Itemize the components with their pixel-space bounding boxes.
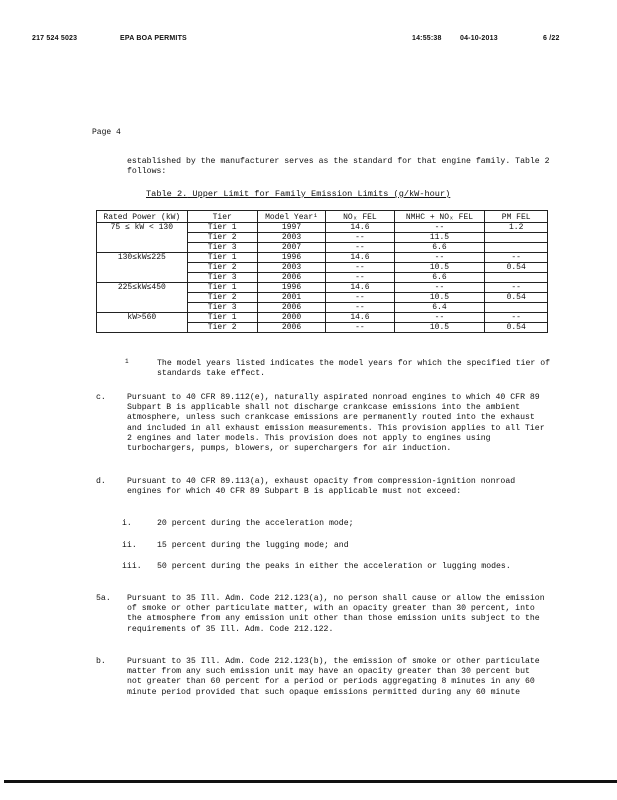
cell-pm: 0.54 [485,323,548,333]
table-row [97,313,548,323]
table-row [97,253,548,263]
subitem-ii-text: 15 percent during the lugging mode; and [157,541,349,550]
subitem-iii [122,562,542,572]
cell-tier: Tier 3 [187,273,257,283]
cell-nmhc: 6.6 [394,243,485,253]
paragraph-5a-label: 5a. [96,594,111,603]
subitem-i-text: 20 percent during the acceleration mode; [157,519,354,528]
footnote-marker: 1 [125,358,129,365]
cell-nox: -- [326,303,394,313]
table-row [97,283,548,293]
cell-pm [485,233,548,243]
emission-limits-table [96,210,548,333]
subitem-i [122,519,542,529]
cell-year: 2000 [257,313,326,323]
subitem-i-label: i. [122,519,132,528]
cell-nmhc: 10.5 [394,263,485,273]
cell-tier: Tier 3 [187,303,257,313]
cell-rated-power: 75 ≤ kW < 130 [97,223,188,253]
fax-time: 14:55:38 [412,35,442,42]
table-header-row [97,211,548,223]
cell-nox: 14.6 [326,223,394,233]
cell-rated-power: kW>560 [97,313,188,333]
header-model-year: Model Year¹ [257,211,326,223]
subitem-iii-label: iii. [122,562,142,571]
paragraph-c-text: Pursuant to 40 CFR 89.112(e), naturally aspirated nonroad engines to which 40 CFR 89 Subpart B is applicable shall not discharge crankcase emissions into the ambient atmosphere, unless such crankcase emissions are permanently routed into the exhaust and included in all exhaust emission measurements. This provision applies to all Tier 2 engines and later models. This provision does not apply to engines using turbochargers, pumps, blowers, or superchargers for air induction. [127,393,545,454]
table-body [97,223,548,333]
paragraph-c-label: c. [96,393,106,402]
paragraph-b [96,657,546,698]
paragraph-5a [96,594,546,635]
cell-tier: Tier 1 [187,313,257,323]
paragraph-c [96,393,546,454]
subitem-ii-label: ii. [122,541,137,550]
intro-text: established by the manufacturer serves as the standard for that engine family. Table 2 follows: [127,157,550,176]
cell-pm [485,243,548,253]
fax-bottom-rule [4,780,617,783]
cell-nmhc: 10.5 [394,293,485,303]
fax-phone: 217 524 5023 [32,35,78,42]
cell-nox: 14.6 [326,253,394,263]
cell-nmhc: -- [394,313,485,323]
cell-nmhc: 10.5 [394,323,485,333]
cell-tier: Tier 2 [187,233,257,243]
footnote-text: The model years listed indicates the model years for which the specified tier of standards take effect. [157,359,551,378]
header-nmhc-nox-fel: NMHC + NOₓ FEL [394,211,485,223]
cell-year: 2006 [257,303,326,313]
cell-pm: -- [485,313,548,323]
cell-year: 2003 [257,233,326,243]
cell-year: 1997 [257,223,326,233]
cell-year: 2007 [257,243,326,253]
cell-nox: -- [326,263,394,273]
cell-nmhc: -- [394,223,485,233]
cell-pm: -- [485,283,548,293]
cell-year: 1996 [257,283,326,293]
cell-year: 2006 [257,273,326,283]
cell-year: 1996 [257,253,326,263]
cell-tier: Tier 3 [187,243,257,253]
cell-nox: -- [326,233,394,243]
page-label: Page 4 [92,128,121,137]
cell-tier: Tier 1 [187,223,257,233]
fax-page: 6 /22 [543,35,560,42]
paragraph-d [96,477,546,497]
header-rated-power: Rated Power (kW) [97,211,188,223]
cell-pm [485,273,548,283]
fax-sender: EPA BOA PERMITS [120,35,187,42]
cell-year: 2006 [257,323,326,333]
cell-nmhc: 11.5 [394,233,485,243]
cell-nmhc: -- [394,253,485,263]
header-tier: Tier [187,211,257,223]
paragraph-d-text: Pursuant to 40 CFR 89.113(a), exhaust opacity from compression-ignition nonroad engines for which 40 CFR 89 Subpart B is applicable must not exceed: [127,477,516,497]
cell-tier: Tier 2 [187,263,257,273]
cell-rated-power: 130≤kW≤225 [97,253,188,283]
cell-year: 2001 [257,293,326,303]
cell-nox: -- [326,323,394,333]
table-footnote [125,359,565,379]
subitem-ii [122,541,542,551]
cell-pm: 0.54 [485,293,548,303]
table-caption-title: Upper Limit for Family Emission Limits (g/kW-hour) [187,189,451,199]
cell-year: 2003 [257,263,326,273]
cell-nmhc: 6.4 [394,303,485,313]
cell-pm [485,303,548,313]
paragraph-d-label: d. [96,477,106,486]
cell-nox: -- [326,243,394,253]
cell-nox: 14.6 [326,313,394,323]
header-nox-fel: NOₓ FEL [326,211,394,223]
cell-rated-power: 225≤kW≤450 [97,283,188,313]
paragraph-5a-text: Pursuant to 35 Ill. Adm. Code 212.123(a), no person shall cause or allow the emission of smoke or other particulate matter, with an opacity greater than 30 percent, into the atmosphere from any emission unit other than those emission units subject to the requirements of 35 Ill. Adm. Code 212.122. [127,594,545,634]
table-caption [146,189,450,199]
paragraph-b-text: Pursuant to 35 Ill. Adm. Code 212.123(b), the emission of smoke or other particulate matter from any such emission unit may have an opacity greater than 30 percent but not greater than 60 percent for a period or periods aggregating 8 minutes in any 60 minute period provided that such opaque emissions permitted during any 60 minute [127,657,540,697]
cell-pm: 0.54 [485,263,548,273]
cell-nox: -- [326,293,394,303]
header-pm-fel: PM FEL [485,211,548,223]
cell-nmhc: -- [394,283,485,293]
cell-nmhc: 6.6 [394,273,485,283]
subitem-iii-text: 50 percent during the peaks in either the acceleration or lugging modes. [157,562,511,571]
cell-pm: -- [485,253,548,263]
paragraph-b-label: b. [96,657,106,666]
cell-tier: Tier 1 [187,283,257,293]
cell-tier: Tier 1 [187,253,257,263]
table-caption-number: Table 2. [146,189,188,199]
cell-tier: Tier 2 [187,323,257,333]
table-row [97,223,548,233]
cell-pm: 1.2 [485,223,548,233]
fax-date: 04-10-2013 [460,35,498,42]
cell-nox: -- [326,273,394,283]
cell-nox: 14.6 [326,283,394,293]
cell-tier: Tier 2 [187,293,257,303]
